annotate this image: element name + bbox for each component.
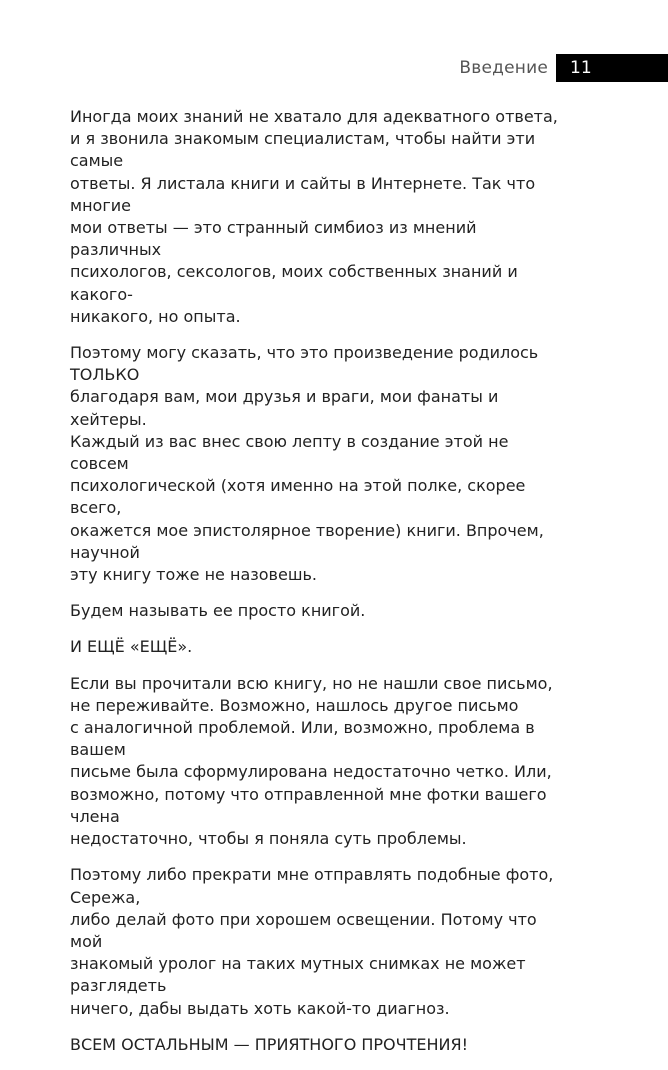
- paragraph: Поэтому либо прекрати мне отправлять подобные фото, Сережа, либо делай фото при хорошем освещении. Потому что мой знакомый уролог на таких мутных снимках не может разглядеть ничего, дабы выдать хоть какой-то диагноз.: [70, 865, 554, 1018]
- paragraph: ВСЕМ ОСТАЛЬНЫМ — ПРИЯТНОГО ПРОЧТЕНИЯ!: [70, 1034, 469, 1054]
- paragraph: И ЕЩЁ «ЕЩЁ».: [70, 637, 193, 657]
- page-number: 11: [556, 54, 668, 82]
- page-header: [459, 54, 668, 82]
- paragraph: Если вы прочитали всю книгу, но не нашли свое письмо, не переживайте. Возможно, нашлось другое письмо с аналогичной проблемой. Или, возможно, проблема в вашем письме была сформулирована недостаточно четко. Или, возможно, потому что отправленной мне фотки вашего члена недостаточно, чтобы я поняла суть проблемы.: [70, 673, 553, 849]
- paragraph: Поэтому могу сказать, что это произведение родилось ТОЛЬКО благодаря вам, мои друзья и враги, мои фанаты и хейтеры. Каждый из вас внес свою лепту в создание этой не совсем психологической (хотя именно на этой полке, скорее всего, окажется мое эпистолярное творение) книги. Впрочем, научной эту книгу тоже не назовешь.: [70, 343, 544, 585]
- paragraph: Иногда моих знаний не хватало для адекватного ответа, и я звонила знакомым специалистам, чтобы найти эти самые ответы. Я листала книги и сайты в Интернете. Так что многие мои ответы — это странный симбиоз из мнений различных психологов, сексологов, моих собственных знаний и какого- никакого, но опыта.: [70, 107, 558, 326]
- section-title: Введение: [459, 58, 548, 78]
- page-body: [70, 106, 560, 1070]
- paragraph: Будем называть ее просто книгой.: [70, 601, 366, 621]
